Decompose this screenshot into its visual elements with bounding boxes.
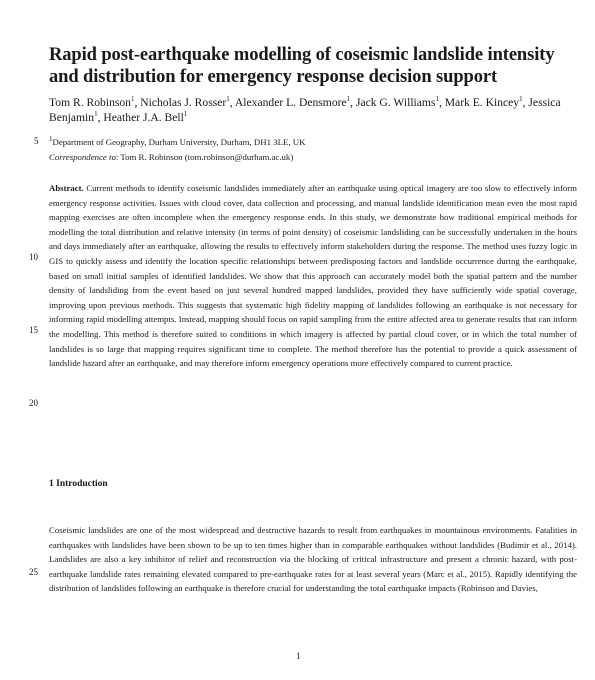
abstract-text: Current methods to identify coseismic landslides immediately after an earthquake using optical imagery are too slow to effectively inform emergency response activities. Issues with cloud cover, data collection and processing, and manual landslide identification mean even the most rapid mapping exercises are often incomplete when the emergency response ends. In this study, we demonstrate how traditional empirical methods for modelling the total distribution and relative intensity (in terms of point density) of coseismic landsliding can be successfully undertaken in the hours and days immediately after an earthquake, allowing the results to effectively inform stakeholders during the response. The method uses fuzzy logic in GIS to quickly assess and identify the location specific relationships between predisposing factors and landslide occurrence during the earthquake, based on small initial samples of identified landslides. We show that this approach can accurately model both the spatial pattern and the number density of landsliding from the event based on just several hundred mapped landslides, provided they have sufficiently wide spatial coverage, improving upon previous methods. This suggests that systematic high fidelity mapping of landslides following an earthquake is not necessary for informing rapid modelling attempts. Instead, mapping should focus on rapid sampling from the entire affected area to generate results that can inform the modelling. This method is therefore suited to conditions in which imagery is affected by partial cloud cover, or in which the total number of landslides is so large that mapping requires significant time to complete. The method therefore has the potential to provide a quick assessment of landslide hazard after an earthquake, and may therefore inform emergency operations more effectively compared to current practice. [49,183,577,369]
author-separator: , [229,96,235,109]
affiliation [49,136,569,149]
page-number: 1 [296,651,301,661]
abstract [49,181,577,371]
author-name: Tom R. Robinson [49,96,131,109]
author-name: Mark E. Kincey [444,96,520,109]
author-affiliation-marker: 1 [519,95,523,104]
author-affiliation-marker: 1 [183,109,188,118]
correspondence-label: Correspondence to [49,152,116,162]
correspondence-text: : Tom R. Robinson (tom.robinson@durham.ac.uk) [115,152,294,162]
line-number: 15 [29,325,38,335]
line-number: 10 [29,252,38,262]
introduction-text: Coseismic landslides are one of the most widespread and destructive hazards to result from earthquakes in mountainous environments. Fatalities in earthquakes with landslides have been shown to be up to ten times higher than in comparable earthquakes without landslides (Budimir et al., 2014). Landslides are also a key inhibitor of relief and reconstruction via the blocking of critical infrastructure and present a chronic hazard, with post-earthquake landslide rates remaining elevated compared to pre-earthquake rates for at least several years (Marc et al., 2015). Rapidly identifying the distribution of landslides following an earthquake is therefore crucial for understanding the total earthquake impacts (Robinson and Davies, [49,525,577,594]
author-name: Nicholas J. Rosser [140,96,227,109]
author-affiliation-marker: 1 [226,95,230,104]
author-affiliation-marker: 1 [435,95,439,104]
affiliation-text: Department of Geography, Durham University, Durham, DH1 3LE, UK [52,137,306,147]
author-name: Heather J.A. Bell [103,110,184,124]
section-heading: 1 Introduction [49,479,108,489]
line-number: 25 [29,567,38,577]
affiliation-marker: 1 [49,135,53,144]
author-affiliation-marker: 1 [130,95,135,104]
author-name: Jack G. Williams [355,96,436,109]
author-separator: , [438,96,445,109]
author-separator: , [522,96,529,109]
author-affiliation-marker: 1 [94,109,98,118]
author-name: Jessica Benjamin [49,96,561,124]
author-separator: , [97,110,104,124]
author-name: Alexander L. Densmore [234,96,347,109]
author-affiliation-marker: 1 [346,95,351,104]
correspondence [49,151,569,164]
paper-title: Rapid post-earthquake modelling of coseismic landslide intensity and distribution for emergency response decision support [49,45,555,87]
author-list [49,96,569,125]
author-separator: , [134,96,141,109]
line-number: 20 [29,398,38,408]
line-number: 5 [34,136,39,146]
abstract-label: Abstract. [49,183,84,193]
author-separator: , [350,96,356,109]
